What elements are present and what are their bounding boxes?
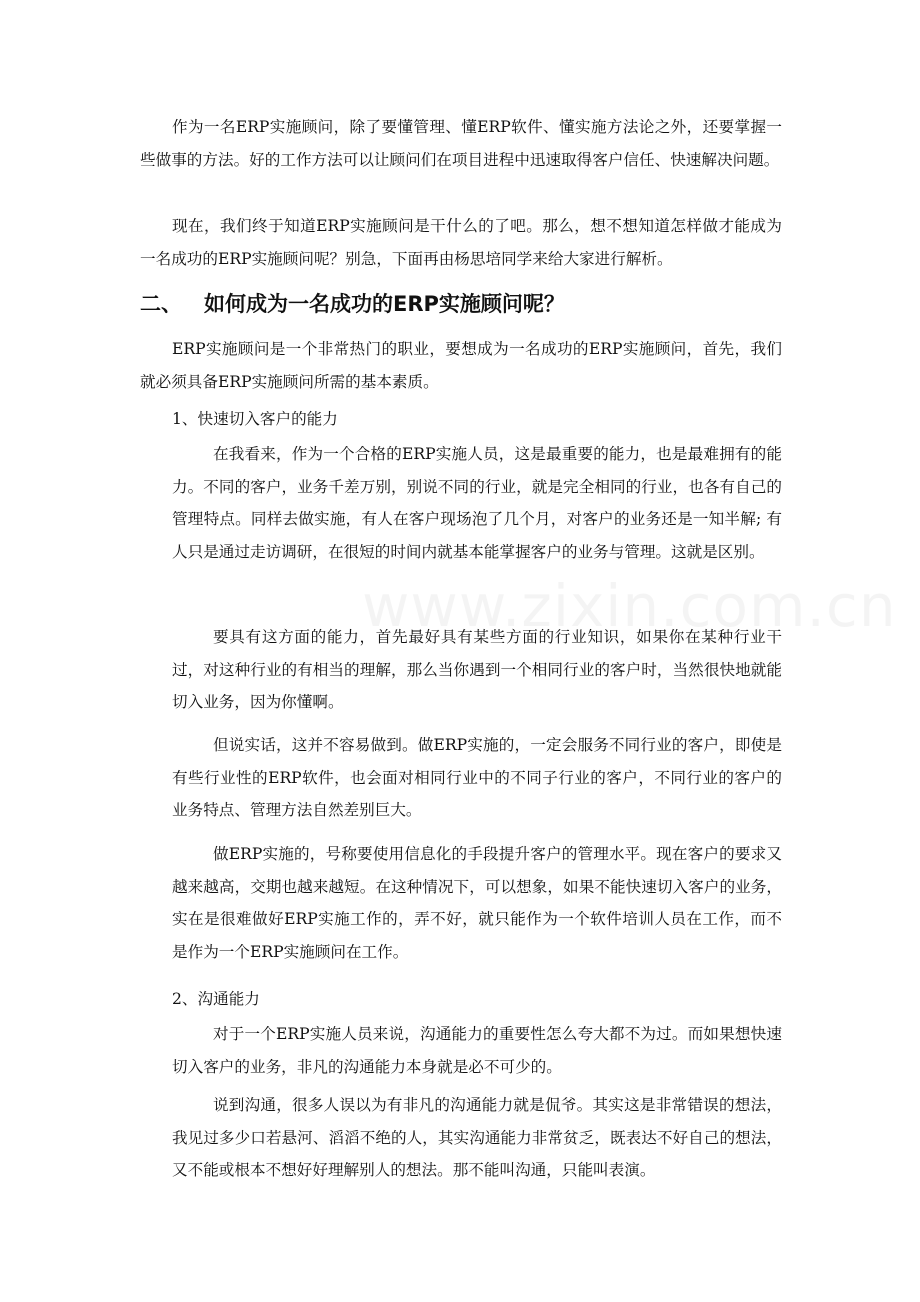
paragraph-section-intro: ERP实施顾问是一个非常热门的职业，要想成为一名成功的ERP实施顾问，首先，我们就必须具备ERP实施顾问所需的基本素质。 xyxy=(140,340,782,391)
subheading-communication: 2、沟通能力 xyxy=(172,990,260,1008)
section-number: 二、 xyxy=(140,292,182,316)
paragraph-quick-entry-2: 要具有这方面的能力，首先最好具有某些方面的行业知识，如果你在某种行业干过，对这种行业的有相当的理解，那么当你遇到一个相同行业的客户时，当然很快地就能切入业务，因为你懂啊。 xyxy=(172,628,782,712)
paragraph-quick-entry-3: 但说实话，这并不容易做到。做ERP实施的，一定会服务不同行业的客户，即使是有些行业性的ERP软件，也会面对相同行业中的不同子行业的客户，不同行业的客户的业务特点、管理方法自然差别巨大。 xyxy=(172,736,782,820)
paragraph-quick-entry-1: 在我看来，作为一个合格的ERP实施人员，这是最重要的能力，也是最难拥有的能力。不同的客户，业务千差万别，别说不同的行业，就是完全相同的行业，也各有自己的管理特点。同样去做实施，有人在客户现场泡了几个月，对客户的业务还是一知半解; 有人只是通过走访调研，在很短的时间内就基本能掌握客户的业务与管理。这就是区别。 xyxy=(172,445,782,562)
subheading-quick-entry: 1、快速切入客户的能力 xyxy=(172,410,338,428)
section-title: 如何成为一名成功的ERP实施顾问呢？ xyxy=(204,292,565,316)
paragraph-communication-1: 对于一个ERP实施人员来说，沟通能力的重要性怎么夸大都不为过。而如果想快速切入客户的业务，非凡的沟通能力本身就是必不可少的。 xyxy=(172,1025,782,1076)
section-heading xyxy=(140,284,565,324)
paragraph-intro: 作为一名ERP实施顾问，除了要懂管理、懂ERP软件、懂实施方法论之外，还要掌握一些做事的方法。好的工作方法可以让顾问们在项目进程中迅速取得客户信任、快速解决问题。 xyxy=(140,118,782,169)
paragraph-quick-entry-4: 做ERP实施的，号称要使用信息化的手段提升客户的管理水平。现在客户的要求又越来越高，交期也越来越短。在这种情况下，可以想象，如果不能快速切入客户的业务，实在是很难做好ERP实施工作的，弄不好，就只能作为一个软件培训人员在工作，而不是作为一个ERP实施顾问在工作。 xyxy=(172,845,782,962)
paragraph-communication-2: 说到沟通，很多人误以为有非凡的沟通能力就是侃爷。其实这是非常错误的想法，我见过多少口若悬河、滔滔不绝的人，其实沟通能力非常贫乏，既表达不好自己的想法，又不能或根本不想好好理解别人的想法。那不能叫沟通，只能叫表演。 xyxy=(172,1096,782,1180)
paragraph-transition: 现在，我们终于知道ERP实施顾问是干什么的了吧。那么，想不想知道怎样做才能成为一名成功的ERP实施顾问呢？别急，下面再由杨思培同学来给大家进行解析。 xyxy=(140,217,782,268)
